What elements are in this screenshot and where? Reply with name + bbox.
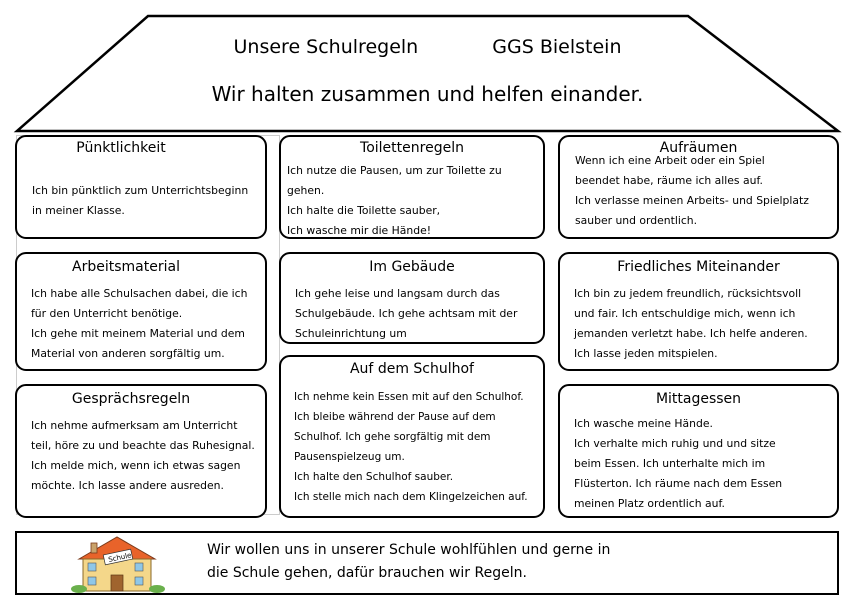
box-line: Schuleinrichtung um <box>295 327 407 340</box>
footer-line: Wir wollen uns in unserer Schule wohlfühlen und gerne in <box>207 542 611 558</box>
box-im-gebaeude <box>279 252 545 344</box>
box-line: in meiner Klasse. <box>32 204 125 217</box>
box-line: beendet habe, räume ich alles auf. <box>575 174 763 187</box>
box-puenktlichkeit <box>15 135 267 239</box>
box-title: Pünktlichkeit <box>76 140 166 156</box>
box-aufraeumen <box>558 135 839 239</box>
box-line: beim Essen. Ich unterhalte mich im <box>574 457 766 470</box>
box-line: Ich gehe mit meinem Material und dem <box>31 327 245 340</box>
box-line: Ich bin pünktlich zum Unterrichtsbeginn <box>32 184 249 197</box>
box-friedliches-miteinander <box>558 252 839 371</box>
box-line: Ich nehme aufmerksam am Unterricht <box>31 419 238 432</box>
box-line: gehen. <box>287 184 325 197</box>
box-line: möchte. Ich lasse andere ausreden. <box>31 479 224 492</box>
box-line: und fair. Ich entschuldige mich, wenn ich <box>574 307 796 320</box>
box-line: Ich gehe leise und langsam durch das <box>295 287 500 300</box>
box-title: Im Gebäude <box>369 259 455 275</box>
box-line: Wenn ich eine Arbeit oder ein Spiel <box>575 154 765 167</box>
box-line: Schulgebäude. Ich gehe achtsam mit der <box>295 307 518 320</box>
school-sign-text: Schule <box>107 551 133 564</box>
box-line: Ich nutze die Pausen, um zur Toilette zu <box>287 164 502 177</box>
box-line: Ich halte den Schulhof sauber. <box>294 471 454 483</box>
box-line: für den Unterricht benötige. <box>31 307 183 320</box>
box-line: teil, höre zu und beachte das Ruhesignal. <box>31 439 255 452</box>
box-title: Friedliches Miteinander <box>617 259 780 275</box>
roof-shape <box>0 0 855 140</box>
box-line: Ich wasche mir die Hände! <box>287 224 432 237</box>
box-arbeitsmaterial <box>15 252 267 371</box>
box-line: Ich habe alle Schulsachen dabei, die ich <box>31 287 248 300</box>
box-line: Ich bin zu jedem freundlich, rücksichtsvoll <box>574 287 802 300</box>
footer-line: die Schule gehen, dafür brauchen wir Regeln. <box>207 565 527 581</box>
box-title: Gesprächsregeln <box>71 391 191 407</box>
box-title: Mittagessen <box>655 391 742 407</box>
box-line: Schulhof. Ich gehe sorgfältig mit dem <box>294 431 491 443</box>
box-line: jemanden verletzt habe. Ich helfe anderen. <box>574 327 808 340</box>
box-title: Arbeitsmaterial <box>72 259 180 275</box>
box-line: meinen Platz ordentlich auf. <box>574 497 725 510</box>
school-name: GGS Bielstein <box>492 36 622 58</box>
box-line: Flüsterton. Ich räume nach dem Essen <box>574 477 783 490</box>
page-title: Unsere Schulregeln <box>233 36 419 58</box>
box-line: Ich verlasse meinen Arbeits- und Spielplatz <box>575 194 809 207</box>
box-line: Ich bleibe während der Pause auf dem <box>294 411 496 423</box>
box-line: Ich wasche meine Hände. <box>574 417 713 430</box>
box-line: sauber und ordentlich. <box>575 214 698 227</box>
box-auf-dem-schulhof <box>279 355 545 518</box>
box-line: Ich halte die Toilette sauber, <box>287 204 441 217</box>
school-building-icon <box>71 535 171 593</box>
box-line: Ich melde mich, wenn ich etwas sagen <box>31 459 241 472</box>
box-title: Toilettenregeln <box>360 140 464 156</box>
box-line: Ich nehme kein Essen mit auf den Schulhof. <box>294 391 524 403</box>
box-line: Pausenspielzeug um. <box>294 451 405 463</box>
box-line: Material von anderen sorgfältig um. <box>31 347 225 360</box>
box-toilettenregeln <box>279 135 545 239</box>
box-gespraechsregeln <box>15 384 267 518</box>
box-title: Aufräumen <box>659 140 738 156</box>
motto: Wir halten zusammen und helfen einander. <box>211 82 644 106</box>
box-mittagessen <box>558 384 839 518</box>
header-title-line <box>0 36 855 58</box>
footer-banner <box>15 531 839 595</box>
box-title: Auf dem Schulhof <box>349 361 474 377</box>
box-line: Ich verhalte mich ruhig und und sitze <box>574 437 776 450</box>
box-line: Ich lasse jeden mitspielen. <box>574 347 718 360</box>
box-line: Ich stelle mich nach dem Klingelzeichen auf. <box>294 491 528 503</box>
